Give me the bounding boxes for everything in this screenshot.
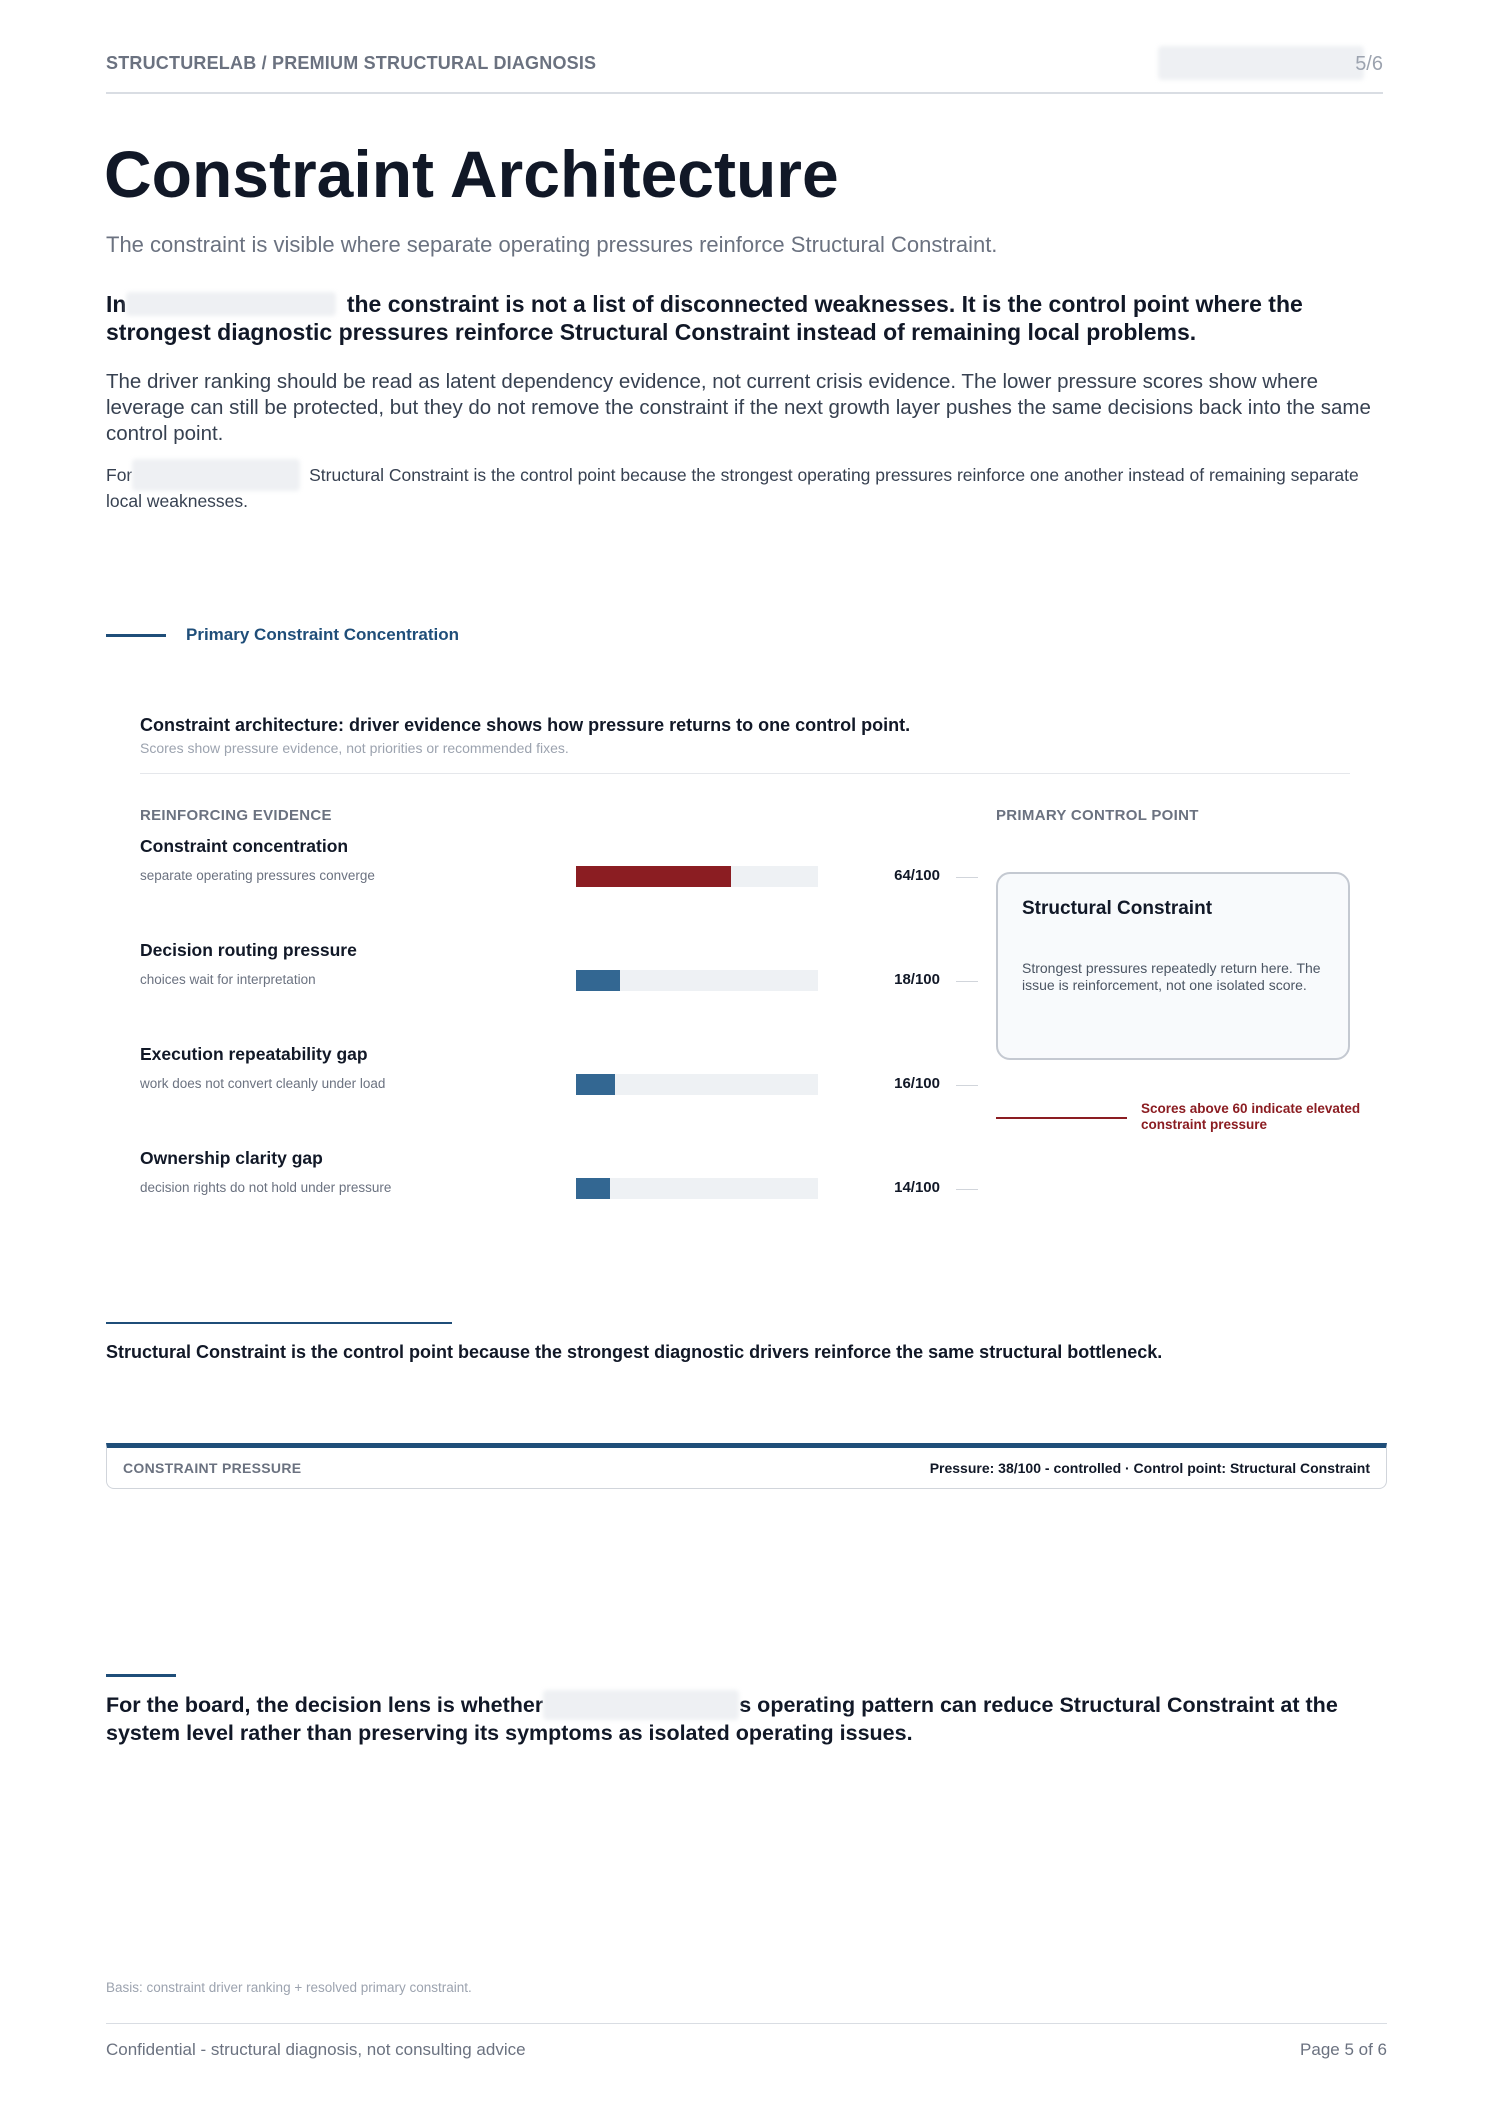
board-lens-statement [106,1690,1396,1747]
lead-statement [106,290,1396,346]
control-point-title: Structural Constraint [1022,898,1213,919]
board-lens-prefix: For the board, the decision lens is whether [106,1693,544,1717]
driver-bar-track [576,970,818,991]
driver-leader-tick [956,1085,978,1086]
header-title: STRUCTURELAB / PREMIUM STRUCTURAL DIAGNOSIS [106,53,597,73]
driver-name: Ownership clarity gap [140,1148,323,1168]
driver-name: Execution repeatability gap [140,1044,368,1064]
basis-note: Basis: constraint driver ranking + resolved primary constraint. [106,1980,472,1995]
redacted-company-name [132,459,300,491]
body-paragraph: The driver ranking should be read as latent dependency evidence, not current crisis evidence. The lower pressure scores show where leverage can still be protected, but they do not remove the constraint if the next growth layer pushes the same decisions back into the same control point. [106,370,1371,445]
driver-bar-track [576,866,818,887]
board-accent-rule [106,1674,176,1677]
driver-bar-fill [576,1178,610,1199]
conclusion-accent-rule [106,1322,452,1324]
constraint-pressure-bar [106,1443,1387,1489]
reinforcing-evidence-heading: REINFORCING EVIDENCE [140,807,332,824]
header-divider [106,92,1383,94]
section-accent-rule [106,634,166,637]
threshold-legend-line [996,1117,1127,1119]
driver-leader-tick [956,981,978,982]
chart-subtitle: Scores show pressure evidence, not priorities or recommended fixes. [140,740,569,756]
control-point-body: Strongest pressures repeatedly return here. The issue is reinforcement, not one isolated score. [1022,960,1321,993]
chart-title: Constraint architecture: driver evidence shows how pressure returns to one control point. [140,715,911,735]
board-lens-text: s operating pattern can reduce Structural Constraint at the system level rather than preserving its symptoms as isolated operating issues. [106,1693,1338,1745]
page-subtitle: The constraint is visible where separate operating pressures reinforce Structural Constraint. [106,232,998,257]
driver-bar-track [576,1178,818,1199]
lead-prefix: In [106,291,127,317]
small-note [106,459,1396,512]
small-note-prefix: For [106,465,133,485]
threshold-legend-text: Scores above 60 indicate elevated constraint pressure [1141,1101,1361,1132]
driver-name: Constraint concentration [140,836,349,856]
small-note-text: Structural Constraint is the control point because the strongest operating pressures reinforce one another instead of remaining separate local weaknesses. [106,465,1359,511]
constraint-pressure-label: CONSTRAINT PRESSURE [123,1460,302,1476]
section-label: Primary Constraint Concentration [186,625,459,644]
driver-description: decision rights do not hold under pressure [140,1180,392,1195]
header-page-indicator: 5/6 [1355,53,1383,75]
footer-page-number: Page 5 of 6 [1300,2040,1387,2059]
driver-description: choices wait for interpretation [140,972,316,987]
driver-leader-tick [956,1189,978,1190]
page-title: Constraint Architecture [104,137,839,211]
lead-text: the constraint is not a list of disconnected weaknesses. It is the control point where the strongest diagnostic pressures reinforce Structural Constraint instead of remaining local problems. [106,291,1303,345]
driver-score: 14/100 [894,1179,940,1196]
driver-bar-fill [576,1074,615,1095]
footer-divider [106,2023,1387,2024]
driver-bar-track [576,1074,818,1095]
redacted-company-name [543,1690,739,1720]
control-point-card [996,872,1350,1060]
driver-description: work does not convert cleanly under load [140,1076,386,1091]
chart-divider [140,773,1350,774]
driver-leader-tick [956,877,978,878]
primary-control-point-heading: PRIMARY CONTROL POINT [996,807,1199,824]
driver-score: 16/100 [894,1075,940,1092]
driver-bar-fill [576,866,731,887]
constraint-pressure-summary: Pressure: 38/100 - controlled · Control point: Structural Constraint [929,1460,1370,1476]
redacted-company-name [1158,46,1364,80]
driver-score: 18/100 [894,971,940,988]
driver-bar-fill [576,970,620,991]
driver-name: Decision routing pressure [140,940,357,960]
footer-confidential: Confidential - structural diagnosis, not consulting advice [106,2040,526,2059]
driver-score: 64/100 [894,867,940,884]
redacted-company-name [126,292,336,316]
conclusion-statement: Structural Constraint is the control point because the strongest diagnostic drivers reinforce the same structural bottleneck. [106,1342,1163,1362]
driver-description: separate operating pressures converge [140,868,375,883]
